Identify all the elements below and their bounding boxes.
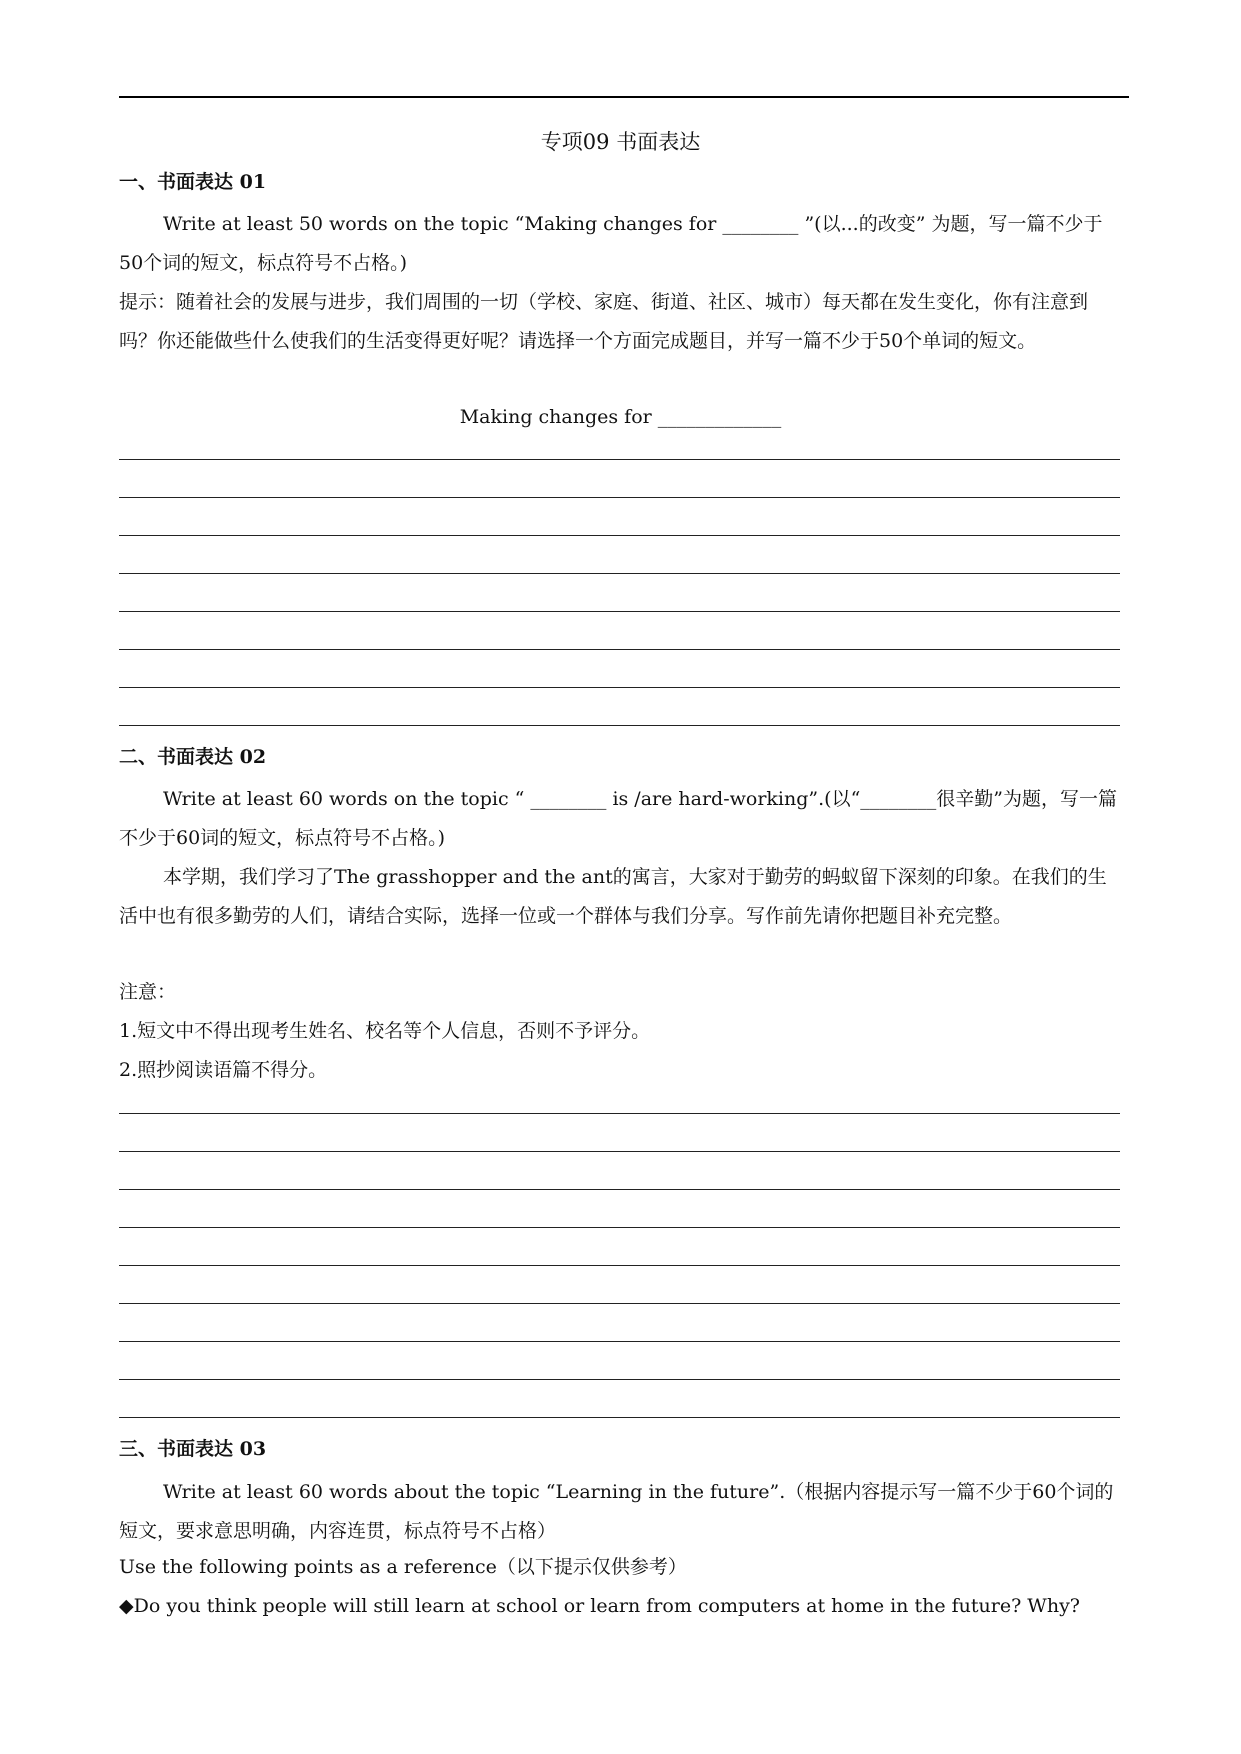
section1-writing-line[interactable] (119, 535, 1120, 536)
section1-writing-line[interactable] (119, 649, 1120, 650)
section1-writing-line[interactable] (119, 459, 1120, 460)
header-rule (119, 96, 1129, 98)
section1-writing-line[interactable] (119, 687, 1120, 688)
section2-writing-line[interactable] (119, 1189, 1120, 1190)
section1-writing-line[interactable] (119, 573, 1120, 574)
section3-instruction: Write at least 60 words about the topic “Learning in the future”.（根据内容提示写一篇不少于60个词的短文，要求意思明确，内容连贯，标点符号不占格） (119, 1481, 1114, 1542)
section1-hint: 提示：随着社会的发展与进步，我们周围的一切（学校、家庭、街道、社区、城市）每天都在发生变化，你有注意到吗？你还能做些什么使我们的生活变得更好呢？请选择一个方面完成题目，并写一篇不少于50个单词的短文。 (119, 291, 1089, 352)
section2-instruction: Write at least 60 words on the topic “ ________ is /are hard-working”.(以“________很辛勤”为题，写一篇不少于60词的短文，标点符号不占格。) (119, 788, 1117, 849)
section1-instruction: Write at least 50 words on the topic “Making changes for ________ ”(以...的改变” 为题，写一篇不少于50个词的短文，标点符号不占格。) (119, 213, 1103, 274)
section2-note-1: 1.短文中不得出现考生姓名、校名等个人信息，否则不予评分。 (119, 1020, 651, 1042)
section2-heading: 二、书面表达 02 (119, 746, 267, 768)
section2-writing-line[interactable] (119, 1379, 1120, 1380)
section2-writing-line[interactable] (119, 1341, 1120, 1342)
section2-writing-line[interactable] (119, 1151, 1120, 1152)
section2-writing-line[interactable] (119, 1265, 1120, 1266)
section2-writing-line[interactable] (119, 1113, 1120, 1114)
section1-heading: 一、书面表达 01 (119, 171, 267, 193)
section2-writing-line[interactable] (119, 1417, 1120, 1418)
section3-reference: Use the following points as a reference（以下提示仅供参考） (119, 1556, 687, 1578)
section2-writing-line[interactable] (119, 1303, 1120, 1304)
section2-note-2: 2.照抄阅读语篇不得分。 (119, 1059, 328, 1081)
section2-background: 本学期，我们学习了The grasshopper and the ant的寓言，大家对于勤劳的蚂蚁留下深刻的印象。在我们的生活中也有很多勤劳的人们，请结合实际，选择一位或一个群体与我们分享。写作前先请你把题目补充完整。 (119, 866, 1107, 927)
page-title: 专项09 书面表达 (540, 130, 701, 154)
section1-writing-line[interactable] (119, 725, 1120, 726)
section2-writing-line[interactable] (119, 1227, 1120, 1228)
section1-essay-title: Making changes for _____________ (459, 406, 782, 428)
section3-bullet-1: ◆Do you think people will still learn at school or learn from computers at home in the future? Why? (119, 1595, 1080, 1617)
section3-heading: 三、书面表达 03 (119, 1438, 267, 1460)
section1-writing-line[interactable] (119, 497, 1120, 498)
section2-note-label: 注意： (119, 981, 177, 1003)
section1-writing-line[interactable] (119, 611, 1120, 612)
